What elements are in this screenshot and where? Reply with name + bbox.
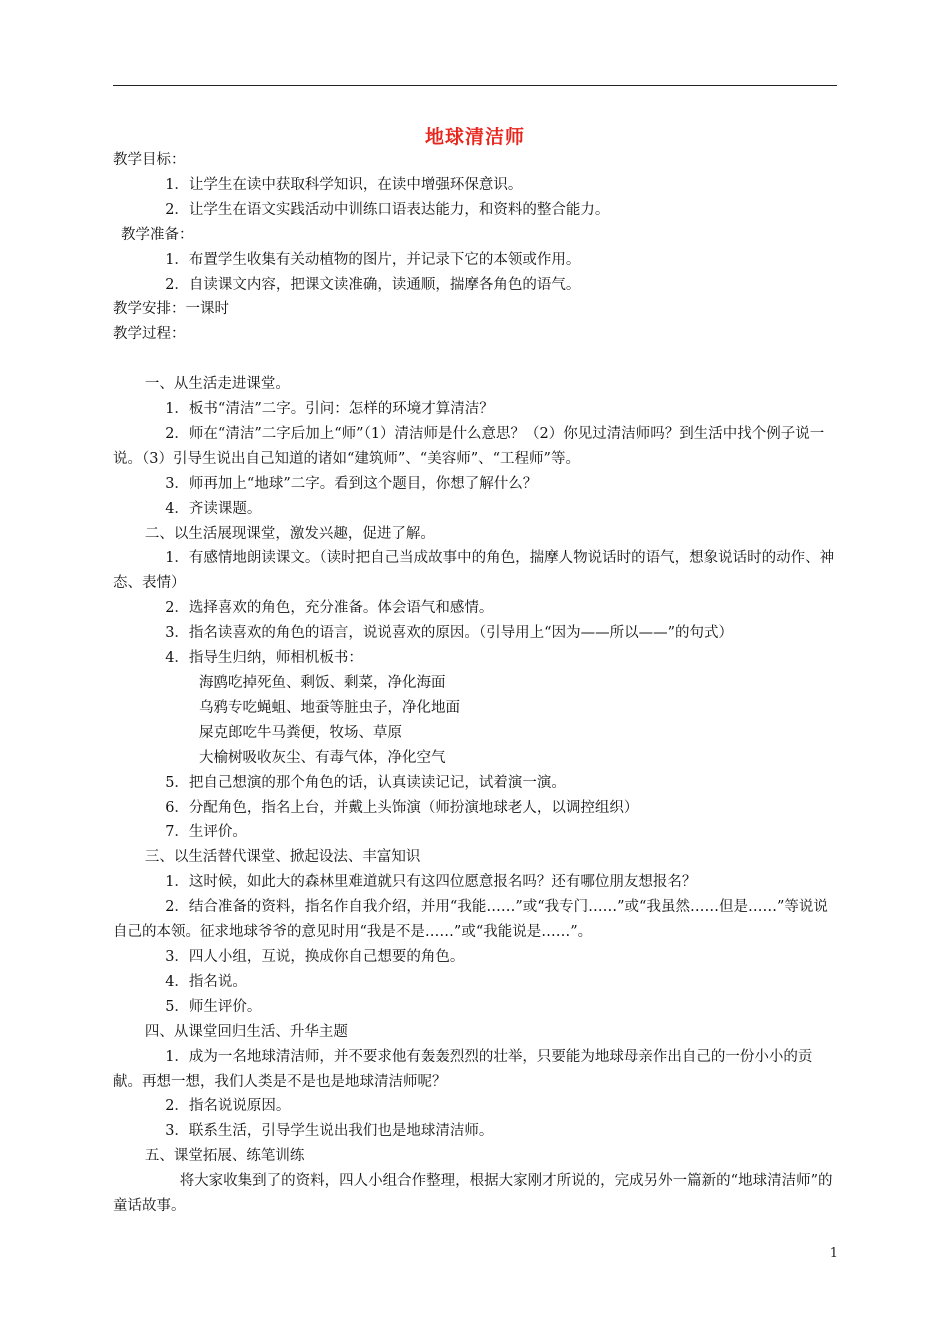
body-paragraph: 三、以生活替代课堂、掀起设法、丰富知识 (144, 849, 421, 866)
body-paragraph: 乌鸦专吃蝇蛆、地蚕等脏虫子，净化地面 (199, 699, 460, 716)
body-paragraph: 1．板书“清洁”二字。引问：怎样的环境才算清洁？ (165, 401, 494, 418)
body-paragraph: 4．指导生归纳，师相机板书： (165, 650, 363, 667)
document-title: 地球清洁师 (424, 126, 525, 148)
body-paragraph: 2．自读课文内容，把课文读准确，读通顺，揣摩各角色的语气。 (165, 276, 581, 293)
body-paragraph: 2．师在“清洁”二字后加上“师”（1）清洁师是什么意思？（2）你见过清洁师吗？到生活中找个例子说一说。（3）引导生说出自己知道的诸如“建筑师”、“美容师”、“工程师”等。 (113, 425, 825, 467)
body-paragraph: 1．有感情地朗读课文。（读时把自己当成故事中的角色，揣摩人物说话时的语气，想象说话时的动作、神态、表情） (113, 550, 835, 592)
body-paragraph: 屎克郎吃牛马粪便，牧场、草原 (199, 724, 402, 741)
body-paragraph: 4．齐读课题。 (165, 500, 262, 517)
body-paragraph: 3．指名读喜欢的角色的语言，说说喜欢的原因。（引导用上“因为——所以——”的句式） (165, 625, 733, 642)
body-paragraph: 1．让学生在读中获取科学知识，在读中增强环保意识。 (165, 176, 523, 193)
body-paragraph: 四、从课堂回归生活、升华主题 (144, 1023, 348, 1040)
body-paragraph: 3．师再加上“地球”二字。看到这个题目，你想了解什么？ (165, 475, 538, 492)
body-paragraph: 7．生评价。 (165, 824, 247, 841)
body-paragraph: 2．结合准备的资料，指名作自我介绍，并用“我能……”或“我专门……”或“我虽然……但是……”等说说自己的本领。征求地球爷爷的意见时用“我是不是……”或“我能说是……”。 (113, 899, 828, 941)
body-paragraph: 教学目标： (113, 152, 186, 168)
body-paragraph: 1．布置学生收集有关动植物的图片，并记录下它的本领或作用。 (165, 251, 581, 268)
body-paragraph: 2．让学生在语文实践活动中训练口语表达能力，和资料的整合能力。 (165, 201, 610, 218)
body-paragraph: 3．联系生活，引导学生说出我们也是地球清洁师。 (165, 1123, 494, 1140)
body-paragraph: 2．选择喜欢的角色，充分准备。体会语气和感情。 (165, 600, 494, 617)
body-paragraph: 4．指名说。 (165, 973, 247, 990)
body-paragraph: 海鸥吃掉死鱼、剩饭、剩菜，净化海面 (199, 675, 446, 692)
body-paragraph: 五、课堂拓展、练笔训练 (144, 1148, 305, 1165)
header-rule (113, 85, 837, 86)
blank-line (113, 347, 837, 372)
body-paragraph: 1．这时候，如此大的森林里难道就只有这四位愿意报名吗？还有哪位朋友想报名？ (165, 874, 697, 891)
body-paragraph: 教学过程： (113, 326, 186, 343)
body-paragraph: 2．指名说说原因。 (165, 1098, 291, 1115)
body-paragraph: 5．师生评价。 (165, 998, 262, 1015)
body-paragraph: 1．成为一名地球清洁师，并不要求他有轰轰烈烈的壮举，只要能为地球母亲作出自己的一份小小的贡献。再想一想，我们人类是不是也是地球清洁师呢？ (113, 1048, 813, 1090)
body-paragraph: 教学安排：一课时 (113, 301, 229, 318)
body-paragraph: 一、从生活走进课堂。 (144, 376, 290, 393)
body-paragraph: 大榆树吸收灰尘、有毒气体，净化空气 (199, 749, 446, 766)
document-body (113, 148, 837, 1219)
body-paragraph: 5．把自己想演的那个角色的话，认真读读记记，试着演一演。 (165, 774, 566, 791)
body-paragraph: 将大家收集到了的资料，四人小组合作整理，根据大家刚才所说的，完成另外一篇新的“地球清洁师”的童话故事。 (113, 1173, 833, 1215)
page-number: 1 (829, 1246, 838, 1261)
body-paragraph: 二、以生活展现课堂，激发兴趣，促进了解。 (144, 525, 435, 542)
body-paragraph: 教学准备： (121, 226, 194, 243)
body-paragraph: 3．四人小组，互说，换成你自己想要的角色。 (165, 948, 465, 965)
body-paragraph: 6．分配角色，指名上台，并戴上头饰演（师扮演地球老人，以调控组织） (165, 799, 639, 816)
